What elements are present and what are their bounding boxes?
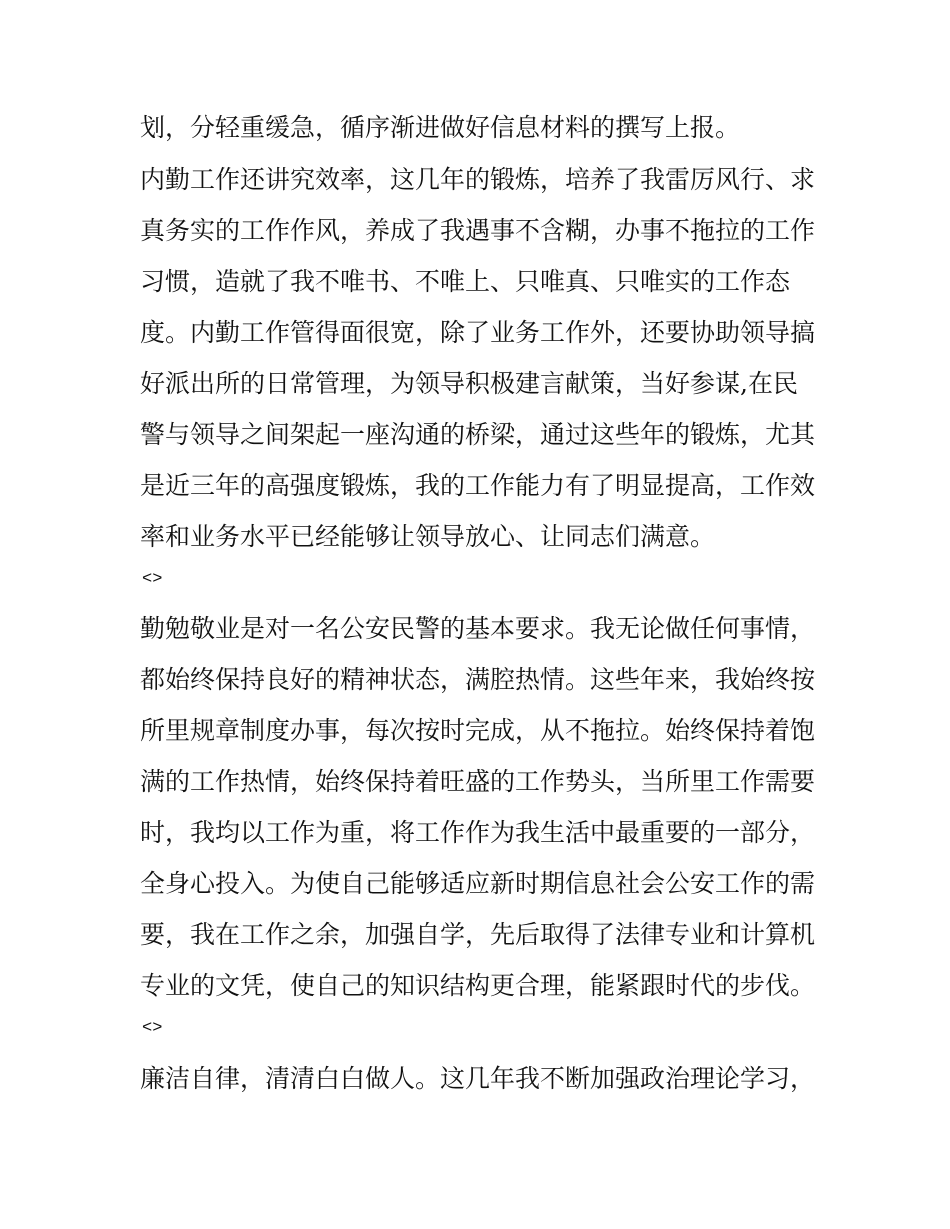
text-line: 勤勉敬业是对一名公安民警的基本要求。我无论做任何事情， (140, 614, 816, 643)
text-line: 全身心投入。为使自己能够适应新时期信息社会公安工作的需 (140, 869, 816, 898)
section-marker: <> (142, 570, 163, 589)
text-line: 真务实的工作作风，养成了我遇事不含糊，办事不拖拉的工作 (140, 216, 816, 245)
text-line: 时，我均以工作为重，将工作作为我生活中最重要的一部分， (140, 818, 816, 847)
text-line: 专业的文凭，使自己的知识结构更合理，能紧跟时代的步伐。 (140, 971, 816, 1000)
text-line: 所里规章制度办事，每次按时完成，从不拖拉。始终保持着饱 (140, 716, 816, 745)
text-line: 划，分轻重缓急，循序渐进做好信息材料的撰写上报。 (140, 113, 741, 142)
text-line: 廉洁自律，清清白白做人。这几年我不断加强政治理论学习， (140, 1064, 816, 1093)
text-line: 习惯，造就了我不唯书、不唯上、只唯真、只唯实的工作态 (140, 267, 791, 296)
text-line: 是近三年的高强度锻炼，我的工作能力有了明显提高，工作效 (140, 471, 816, 500)
text-line: 度。内勤工作管得面很宽，除了业务工作外，还要协助领导搞 (140, 318, 816, 347)
text-line: 内勤工作还讲究效率，这几年的锻炼，培养了我雷厉风行、求 (140, 165, 816, 194)
text-line: 满的工作热情，始终保持着旺盛的工作势头，当所里工作需要 (140, 767, 816, 796)
text-line: 都始终保持良好的精神状态，满腔热情。这些年来，我始终按 (140, 665, 816, 694)
text-line: 率和业务水平已经能够让领导放心、让同志们满意。 (140, 522, 716, 551)
text-line: 要，我在工作之余，加强自学，先后取得了法律专业和计算机 (140, 920, 816, 949)
section-marker: <> (142, 1019, 163, 1038)
text-line: 好派出所的日常管理，为领导积极建言献策，当好参谋,在民 (140, 369, 798, 398)
text-line: 警与领导之间架起一座沟通的桥梁，通过这些年的锻炼，尤其 (140, 420, 816, 449)
